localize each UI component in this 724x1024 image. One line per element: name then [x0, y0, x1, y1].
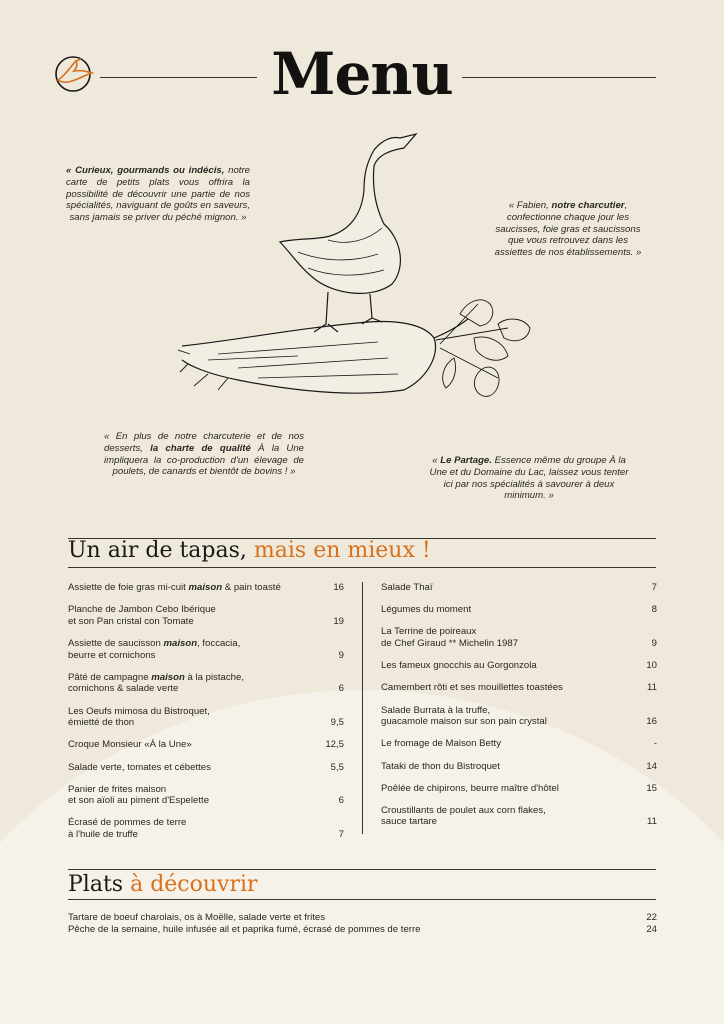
page-title: Menu	[271, 40, 453, 108]
menu-item: Croustillants de poulet aux corn flakes, sauce tartare 11	[381, 804, 657, 828]
menu-item: Assiette de saucisson maison, foccacia, beurre et cornichons 9	[68, 637, 344, 661]
quote-charcutier: « Fabien, notre charcutier, confectionne chaque jour les saucisses, foie gras et saucissons que vous retrouvez dans les assiettes de nos établissements. »	[494, 200, 642, 259]
tapas-rule-bottom	[68, 567, 656, 568]
menu-item: Planche de Jambon Cebo Ibérique et son Pan cristal con Tomate 19	[68, 604, 344, 627]
menu-item: Poêlée de chipirons, beurre maître d'hôtel 15	[381, 782, 657, 794]
menu-item: Les fameux gnocchis au Gorgonzola 10	[381, 660, 657, 672]
menu-item: Salade Burrata à la truffe, guacamole maison sur son pain crystal 16	[381, 704, 657, 728]
menu-item: Croque Monsieur «À la Une» 12,5	[68, 739, 344, 751]
tapas-right-column	[381, 582, 657, 839]
menu-item: Tartare de boeuf charolais, os à Moëlle, salade verte et frites 22	[68, 912, 657, 923]
menu-item: Légumes du moment 8	[381, 604, 657, 616]
menu-item: Pêche de la semaine, huile infusée ail et paprika fumé, écrasé de pommes de terre 24	[68, 924, 657, 936]
menu-item: Salade verte, tomates et cébettes 5,5	[68, 761, 344, 773]
goose-logo-icon	[52, 53, 94, 93]
menu-item: Le fromage de Maison Betty -	[381, 738, 657, 750]
plats-title: Plats à découvrir	[68, 872, 258, 897]
menu-item: La Terrine de poireaux de Chef Giraud ** Michelin 1987 9	[381, 626, 657, 649]
plats-list	[68, 912, 657, 936]
quote-curieux: « Curieux, gourmands ou indécis, notre carte de petits plats vous offrira la possibilité de découvrir une partie de nos spécialités, naviguant de goûts en saveurs, sans jamais se priver du péché mignon. »	[66, 165, 250, 224]
column-divider	[362, 582, 363, 834]
tapas-left-column	[68, 582, 344, 851]
menu-item: Salade Thaï 7	[381, 582, 657, 593]
goose-on-parsnip-illustration	[178, 128, 548, 438]
menu-item: Écrasé de pommes de terre à l'huile de truffe 7	[68, 817, 344, 841]
tapas-title: Un air de tapas, mais en mieux !	[68, 538, 431, 563]
menu-item: Tataki de thon du Bistroquet 14	[381, 760, 657, 772]
plats-rule-bottom	[68, 899, 656, 900]
header-rule-left	[100, 77, 257, 78]
menu-item: Pâté de campagne maison à la pistache, cornichons & salade verte 6	[68, 671, 344, 695]
quote-partage: « Le Partage. Essence même du groupe À la Une et du Domaine du Lac, laissez vous tenter ici par nos spécialités à savourer à deux minimum. »	[429, 455, 629, 502]
menu-item: Camembert rôti et ses mouillettes toastées 11	[381, 682, 657, 694]
header-rule-right	[462, 77, 656, 78]
quote-charte: « En plus de notre charcuterie et de nos desserts, la charte de qualité À la Une impliquera la co-production d'un élevage de poulets, de canards et bientôt de bovins ! »	[104, 431, 305, 478]
plats-rule-top	[68, 869, 656, 870]
menu-item: Panier de frites maison et son aïoli au piment d'Espelette 6	[68, 783, 344, 807]
menu-item: Les Oeufs mimosa du Bistroquet, émietté de thon 9,5	[68, 705, 344, 729]
menu-item: Assiette de foie gras mi-cuit maison & pain toasté 16	[68, 582, 344, 593]
